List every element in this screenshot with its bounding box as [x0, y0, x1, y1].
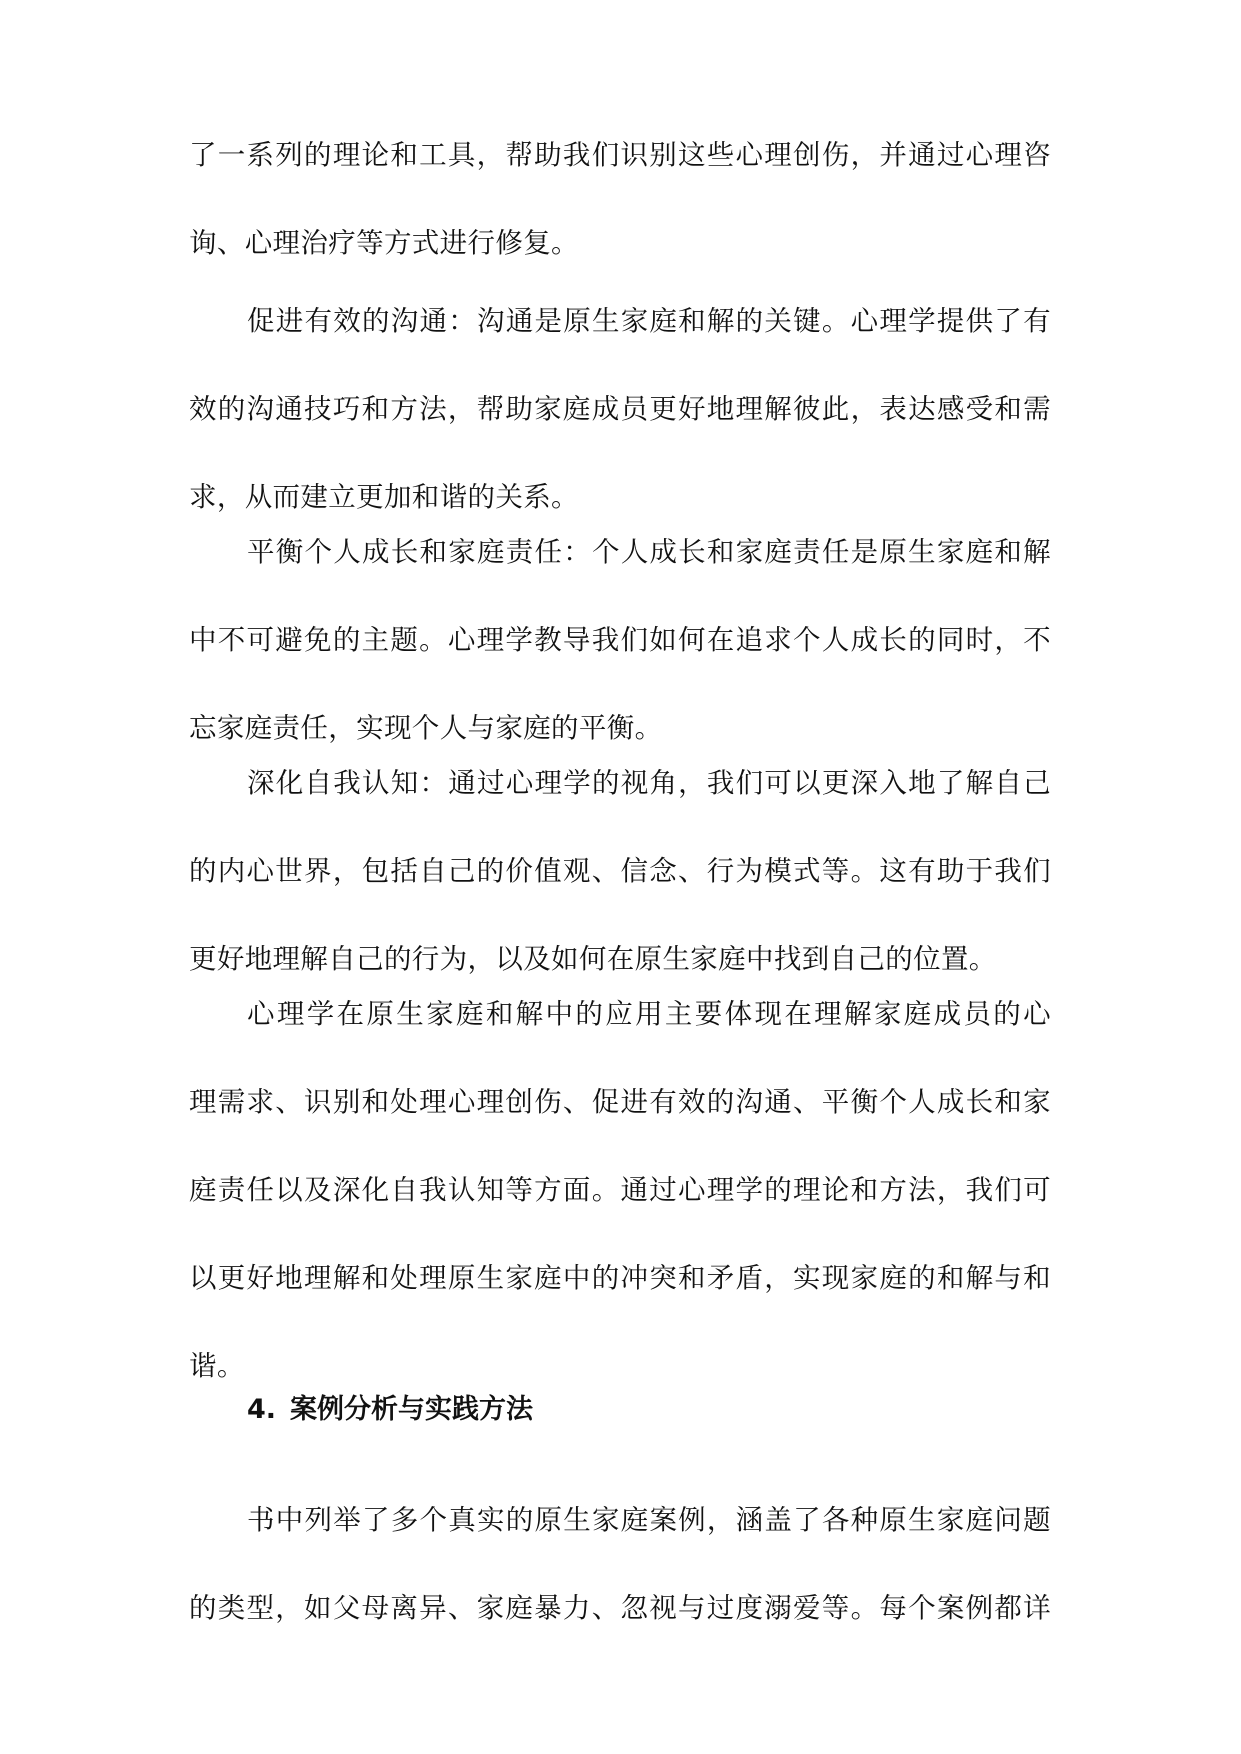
paragraph-line: 谐。: [189, 1350, 245, 1382]
paragraph-line: 中不可避免的主题。心理学教导我们如何在追求个人成长的同时，不: [189, 624, 1051, 656]
paragraph-3: [189, 508, 1051, 772]
paragraph-line: 心理学在原生家庭和解中的应用主要体现在理解家庭成员的心: [247, 998, 1051, 1030]
section-heading: [247, 1380, 533, 1440]
paragraph-line: 庭责任以及深化自我认知等方面。通过心理学的理论和方法，我们可: [189, 1174, 1051, 1206]
section-title: 案例分析与实践方法: [290, 1394, 534, 1425]
paragraph-6: [189, 1476, 1051, 1652]
paragraph-2: [189, 277, 1051, 541]
paragraph-line: 的内心世界，包括自己的价值观、信念、行为模式等。这有助于我们: [189, 855, 1051, 887]
paragraph-1: [189, 111, 1051, 287]
paragraph-line: 求，从而建立更加和谐的关系。: [189, 481, 579, 513]
paragraph-line: 了一系列的理论和工具，帮助我们识别这些心理创伤，并通过心理咨: [189, 139, 1051, 171]
paragraph-line: 促进有效的沟通：沟通是原生家庭和解的关键。心理学提供了有: [247, 305, 1051, 337]
paragraph-line: 效的沟通技巧和方法，帮助家庭成员更好地理解彼此，表达感受和需: [189, 393, 1051, 425]
paragraph-line: 深化自我认知：通过心理学的视角，我们可以更深入地了解自己: [247, 767, 1051, 799]
paragraph-line: 理需求、识别和处理心理创伤、促进有效的沟通、平衡个人成长和家: [189, 1086, 1051, 1118]
paragraph-line: 书中列举了多个真实的原生家庭案例，涵盖了各种原生家庭问题: [247, 1504, 1051, 1536]
paragraph-line: 更好地理解自己的行为，以及如何在原生家庭中找到自己的位置。: [189, 943, 997, 975]
paragraph-4: [189, 739, 1051, 1003]
section-number: 4.: [247, 1394, 277, 1425]
paragraph-line: 平衡个人成长和家庭责任：个人成长和家庭责任是原生家庭和解: [247, 536, 1051, 568]
paragraph-line: 的类型，如父母离异、家庭暴力、忽视与过度溺爱等。每个案例都详: [189, 1592, 1051, 1624]
paragraph-line: 询、心理治疗等方式进行修复。: [189, 227, 579, 259]
paragraph-line: 以更好地理解和处理原生家庭中的冲突和矛盾，实现家庭的和解与和: [189, 1262, 1051, 1294]
paragraph-5: [189, 970, 1051, 1410]
paragraph-line: 忘家庭责任，实现个人与家庭的平衡。: [189, 712, 663, 744]
